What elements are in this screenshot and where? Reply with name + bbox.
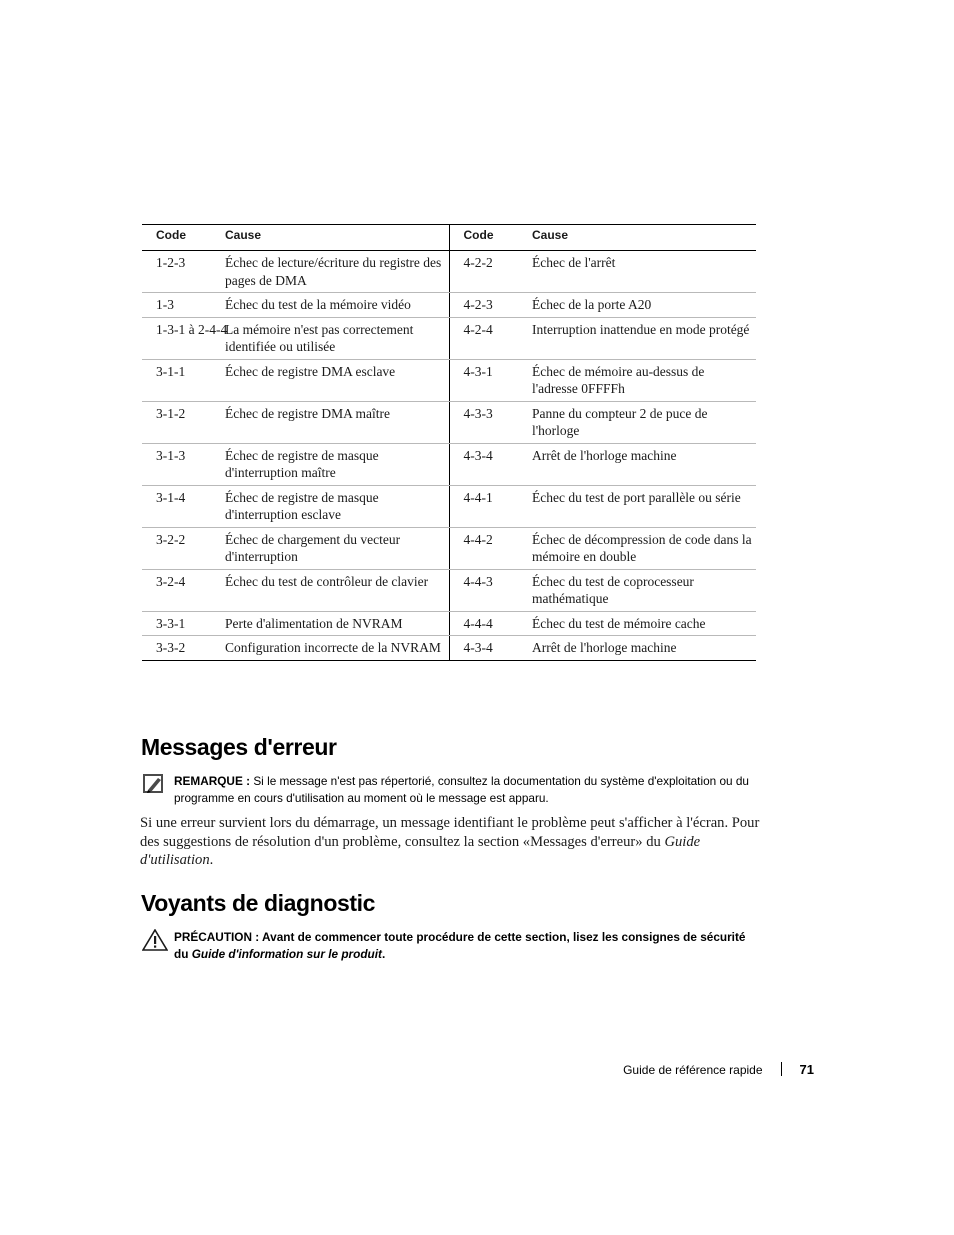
cause-cell: Échec du test de coprocesseur mathématique bbox=[518, 569, 756, 611]
section-title-errors: Messages d'erreur bbox=[141, 734, 337, 760]
beep-code-cell: 4-3-3 bbox=[449, 401, 518, 443]
note-text: Si le message n'est pas répertorié, consultez la documentation du système d'exploitation ou du programme en cours d'utilisation au moment où le message est apparu. bbox=[174, 774, 749, 805]
beep-code-cell: 4-3-1 bbox=[449, 359, 518, 401]
beep-code-cell: 1-3 bbox=[142, 293, 211, 318]
table-row bbox=[142, 485, 756, 527]
cause-cell: Échec de registre de masque d'interruption maître bbox=[211, 443, 449, 485]
cause-cell: Échec de registre DMA esclave bbox=[211, 359, 449, 401]
beep-code-cell: 3-2-2 bbox=[142, 527, 211, 569]
caution-box bbox=[142, 929, 762, 963]
beep-code-cell: 4-4-2 bbox=[449, 527, 518, 569]
beep-code-cell: 4-2-3 bbox=[449, 293, 518, 318]
caution-end: . bbox=[381, 947, 386, 961]
footer-title: Guide de référence rapide bbox=[623, 1063, 763, 1077]
col-header-cause: Cause bbox=[518, 225, 756, 251]
beep-code-table bbox=[142, 224, 756, 661]
beep-code-cell: 4-3-4 bbox=[463, 640, 493, 655]
section-title-diagnostic: Voyants de diagnostic bbox=[141, 890, 375, 916]
cause-cell: Interruption inattendue en mode protégé bbox=[518, 317, 756, 359]
cause-cell: Échec de mémoire au-dessus de l'adresse 0FFFFh bbox=[518, 359, 756, 401]
cause-cell: Échec de registre DMA maître bbox=[211, 401, 449, 443]
beep-code-cell: 3-1-3 bbox=[142, 443, 211, 485]
footer-divider bbox=[781, 1062, 782, 1076]
warning-triangle-icon bbox=[142, 929, 166, 951]
cause-cell: Échec de registre de masque d'interruption esclave bbox=[211, 485, 449, 527]
beep-code-cell: 4-2-4 bbox=[449, 317, 518, 359]
beep-code-cell: 4-4-4 bbox=[449, 611, 518, 636]
cause-cell: Perte d'alimentation de NVRAM bbox=[211, 611, 449, 636]
note-pencil-icon bbox=[142, 773, 166, 795]
cause-cell: Échec de lecture/écriture du registre des pages de DMA bbox=[211, 251, 449, 293]
table-row bbox=[142, 527, 756, 569]
paragraph-end: . bbox=[209, 852, 214, 869]
table-row bbox=[142, 443, 756, 485]
cause-cell: Arrêt de l'horloge machine bbox=[518, 443, 756, 485]
table-row bbox=[142, 293, 756, 318]
table-row bbox=[142, 401, 756, 443]
beep-code-cell: 4-4-3 bbox=[449, 569, 518, 611]
beep-code-cell: 4-2-2 bbox=[449, 251, 518, 293]
note-box bbox=[142, 773, 762, 807]
caution-text: Avant de commencer toute procédure de cette section, lisez les consignes de sécurité du bbox=[174, 930, 746, 961]
table-row bbox=[142, 251, 756, 293]
beep-code-cell: 3-2-4 bbox=[142, 569, 211, 611]
cause-cell: La mémoire n'est pas correctement identifiée ou utilisée bbox=[211, 317, 449, 359]
cause-cell: Échec du test de mémoire cache bbox=[518, 611, 756, 636]
body-paragraph bbox=[140, 814, 760, 870]
note-label: REMARQUE : bbox=[174, 774, 251, 788]
cause-cell: Panne du compteur 2 de puce de l'horloge bbox=[518, 401, 756, 443]
cause-cell: Échec de chargement du vecteur d'interruption bbox=[211, 527, 449, 569]
beep-code-cell: 3-1-1 bbox=[142, 359, 211, 401]
guide-reference: Guide d'utilisation bbox=[140, 833, 701, 869]
page-number: 71 bbox=[799, 1062, 814, 1077]
cause-cell: Échec du test de contrôleur de clavier bbox=[211, 569, 449, 611]
product-guide-reference: Guide d'information sur le produit bbox=[191, 947, 382, 961]
beep-code-cell: 4-4-1 bbox=[449, 485, 518, 527]
cause-cell: Échec de décompression de code dans la mémoire en double bbox=[518, 527, 756, 569]
cause-cell: Échec du test de port parallèle ou série bbox=[518, 485, 756, 527]
beep-code-cell: 3-1-4 bbox=[142, 485, 211, 527]
beep-code-cell: 4-3-4 bbox=[449, 443, 518, 485]
beep-code-cell: 1-3-1 à 2-4-4 bbox=[142, 317, 211, 359]
table-header-row bbox=[142, 225, 756, 251]
cause-cell: Échec du test de la mémoire vidéo bbox=[211, 293, 449, 318]
table-row bbox=[142, 317, 756, 359]
table-row bbox=[142, 611, 756, 636]
cause-cell: Configuration incorrecte de la NVRAM bbox=[211, 636, 449, 661]
beep-code-cell: 3-3-2 bbox=[156, 640, 186, 655]
table-body bbox=[142, 251, 756, 661]
table-row bbox=[142, 636, 756, 661]
col-header-cause: Cause bbox=[211, 225, 449, 251]
paragraph-text: Si une erreur survient lors du démarrage, un message identifiant le problème peut s'afficher à l'écran. Pour des suggestions de résolution d'un problème, consultez la section «Messages d'erreur» du bbox=[140, 815, 760, 850]
table-row bbox=[142, 359, 756, 401]
cause-cell: Arrêt de l'horloge machine bbox=[532, 640, 677, 655]
table-row bbox=[142, 569, 756, 611]
col-header-code: Code bbox=[142, 225, 211, 251]
page-footer bbox=[560, 1062, 814, 1077]
cause-cell: Échec de l'arrêt bbox=[518, 251, 756, 293]
col-header-code: Code bbox=[449, 225, 518, 251]
beep-code-cell: 3-3-1 bbox=[142, 611, 211, 636]
beep-code-cell: 1-2-3 bbox=[142, 251, 211, 293]
caution-label: PRÉCAUTION : bbox=[174, 930, 260, 944]
beep-code-cell: 3-1-2 bbox=[142, 401, 211, 443]
cause-cell: Échec de la porte A20 bbox=[518, 293, 756, 318]
